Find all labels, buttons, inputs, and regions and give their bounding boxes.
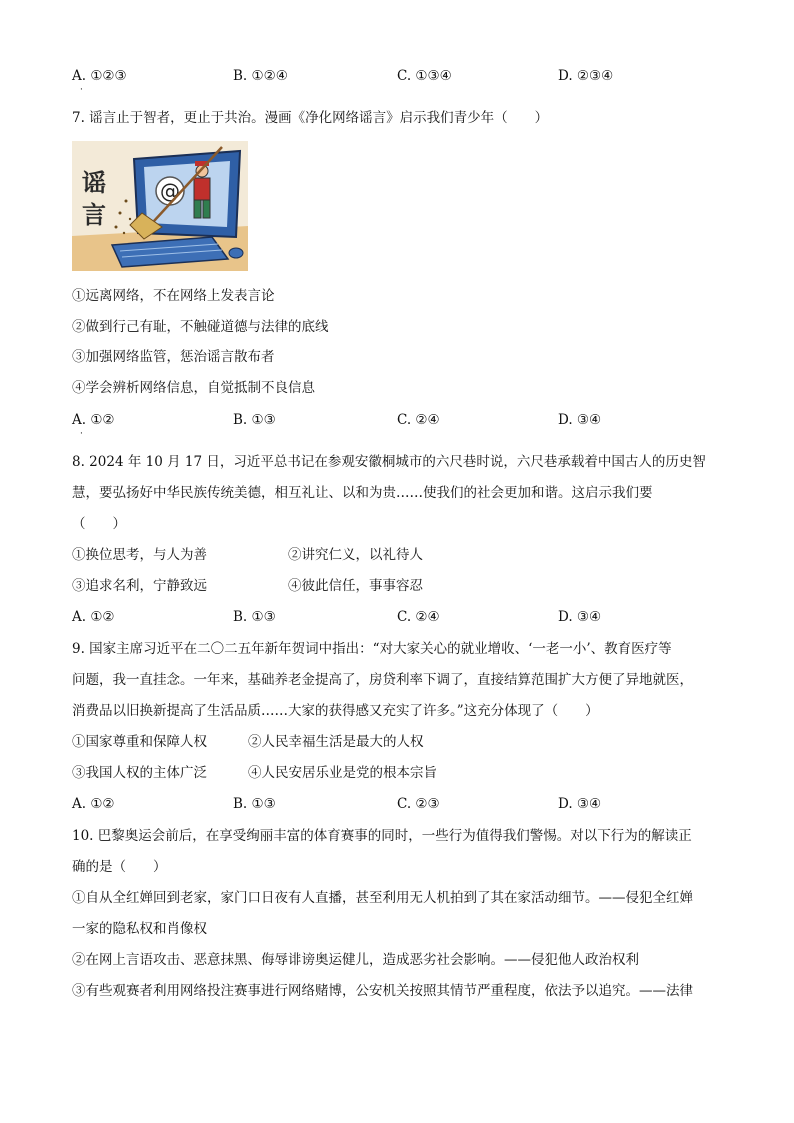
rumor-char-2: 言 xyxy=(82,201,106,229)
q7-item-3: ③加强网络监管，惩治谣言散布者 xyxy=(72,349,275,365)
q6-option-a: A. ①②③ xyxy=(72,68,127,84)
q8-option-c: C. ②④ xyxy=(397,609,440,625)
q8-stem-line-2: 慧，要弘扬好中华民族传统美德，相互礼让、以和为贵……使我们的社会更加和谐。这启示我们要 xyxy=(72,485,653,501)
q7-item-2: ②做到行己有耻，不触碰道德与法律的底线 xyxy=(72,319,329,335)
q7-option-c: C. ②④ xyxy=(397,412,440,428)
dot-mark: · xyxy=(80,429,83,439)
q9-option-b: B. ①③ xyxy=(233,796,276,812)
q6-option-b: B. ①②④ xyxy=(233,68,288,84)
q10-item-line-3: ②在网上言语攻击、恶意抹黑、侮辱诽谤奥运健儿，造成恶劣社会影响。——侵犯他人政治权利 xyxy=(72,952,639,968)
q8-item-3: ③追求名利，宁静致远 xyxy=(72,578,207,594)
q9-option-a: A. ①② xyxy=(72,796,115,812)
q9-item-4: ④人民安居乐业是党的根本宗旨 xyxy=(248,765,437,781)
rumor-char-1: 谣 xyxy=(82,169,106,197)
q8-option-a: A. ①② xyxy=(72,609,115,625)
q7-item-4: ④学会辨析网络信息，自觉抵制不良信息 xyxy=(72,380,315,396)
q8-option-d: D. ③④ xyxy=(558,609,602,625)
dot-mark: · xyxy=(80,85,83,95)
q9-item-2: ②人民幸福生活是最大的人权 xyxy=(248,734,424,750)
q7-option-b: B. ①③ xyxy=(233,412,276,428)
q8-stem-line-1: 8. 2024 年 10 月 17 日，习近平总书记在参观安徽桐城市的六尺巷时说，六尺巷承载着中国古人的历史智 xyxy=(72,454,706,470)
q10-item-line-1: ①自从全红婵回到老家，家门口日夜有人直播，甚至利用无人机拍到了其在家活动细节。——侵犯全红婵 xyxy=(72,890,693,906)
q9-option-d: D. ③④ xyxy=(558,796,602,812)
q9-stem-line-1: 9. 国家主席习近平在二〇二五年新年贺词中指出：“对大家关心的就业增收、‘一老一小’、教育医疗等 xyxy=(72,641,672,657)
q9-stem-line-2: 问题，我一直挂念。一年来，基础养老金提高了，房贷利率下调了，直接结算范围扩大方便了异地就医， xyxy=(72,672,693,688)
q9-item-1: ①国家尊重和保障人权 xyxy=(72,734,207,750)
q10-item-line-4: ③有些观赛者利用网络投注赛事进行网络赌博，公安机关按照其情节严重程度，依法予以追究。——法律 xyxy=(72,983,693,999)
q9-item-3: ③我国人权的主体广泛 xyxy=(72,765,207,781)
q10-stem-line-2: 确的是（ ） xyxy=(72,859,167,875)
q8-item-4: ④彼此信任，事事容忍 xyxy=(288,578,423,594)
q6-option-d: D. ②③④ xyxy=(558,68,614,84)
q8-option-b: B. ①③ xyxy=(233,609,276,625)
q6-option-c: C. ①③④ xyxy=(397,68,452,84)
q8-item-1: ①换位思考，与人为善 xyxy=(72,547,207,563)
q7-item-1: ①远离网络，不在网络上发表言论 xyxy=(72,288,275,304)
q10-stem-line-1: 10. 巴黎奥运会前后，在享受绚丽丰富的体育赛事的同时，一些行为值得我们警惕。对以下行为的解读正 xyxy=(72,828,692,844)
q8-item-2: ②讲究仁义，以礼待人 xyxy=(288,547,423,563)
cartoon-illustration xyxy=(72,141,248,271)
q8-stem-line-3: （ ） xyxy=(72,516,126,532)
q9-option-c: C. ②③ xyxy=(397,796,440,812)
q9-stem-line-3: 消费品以旧换新提高了生活品质……大家的获得感又充实了许多。”这充分体现了（ ） xyxy=(72,703,599,719)
at-symbol: @ xyxy=(160,179,180,203)
q7-option-d: D. ③④ xyxy=(558,412,602,428)
q7-stem: 7. 谣言止于智者，更止于共治。漫画《净化网络谣言》启示我们青少年（ ） xyxy=(72,110,549,126)
q10-item-line-2: 一家的隐私权和肖像权 xyxy=(72,921,207,937)
q7-option-a: A. ①② xyxy=(72,412,115,428)
